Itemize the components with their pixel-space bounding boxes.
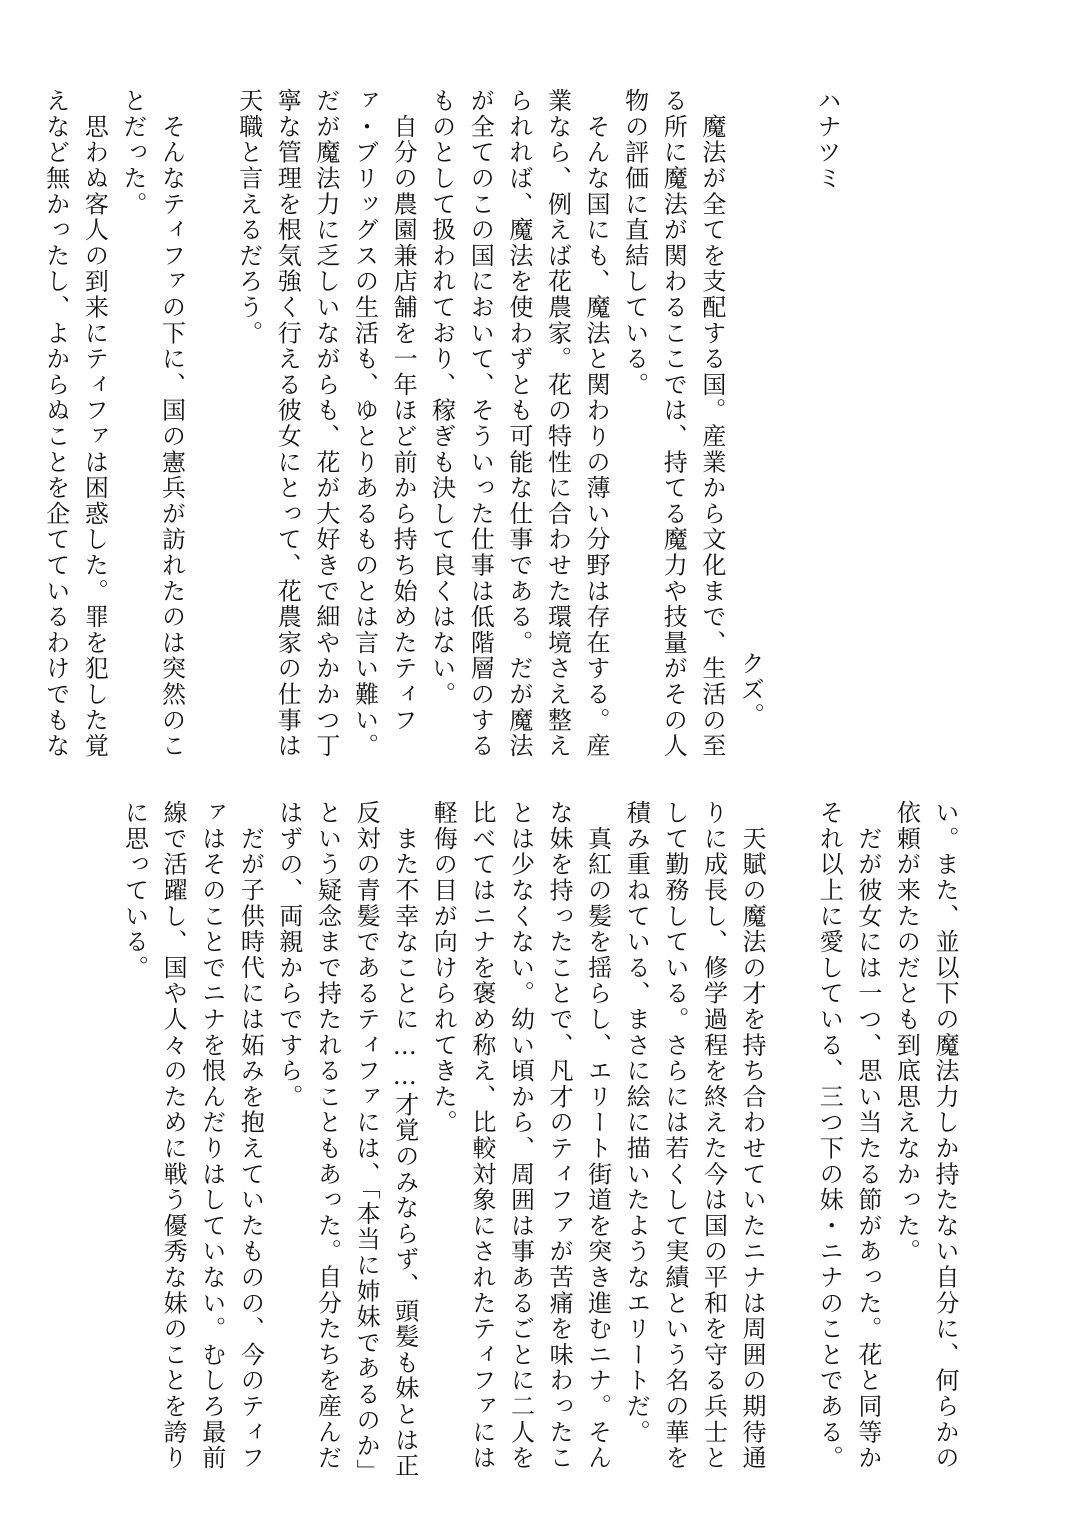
text-column: 業なら、例えば花農家。花の特性に合わせた環境さえ整え [543,88,572,759]
text-column: 軽侮の目が向けられてきた。 [429,800,458,1136]
text-column: に思っている。 [120,800,149,981]
text-column: 天職と言えるだろう。 [234,88,263,346]
text-column: だが彼女には一つ、思い当たる節があった。花と同等か [853,800,882,1471]
text-column: 依頼が来たのだとも到底思えなかった。 [892,800,921,1265]
text-column: 思わぬ客人の到来にティファは困惑した。罪を犯した覚 [80,88,109,759]
text-column: が全てのこの国において、そういった仕事は低階層のする [466,88,495,759]
text-column: ものとして扱われており、稼ぎも決して良くはない。 [427,88,456,708]
lower-text-block [115,800,964,1485]
story-title: ハナツミ [813,88,841,192]
text-column: 反対の青髪であるティファには、「本当に姉妹であるのか」 [352,800,381,1485]
text-column: 比べてはニナを褒め称え、比較対象にされたティファには [467,800,496,1471]
text-column: はずの、両親からですら。 [274,800,303,1110]
text-column: そんなティファの下に、国の憲兵が訪れたのは突然のこ [157,88,186,759]
text-column: そんな国にも、魔法と関わりの薄い分野は存在する。産 [582,88,611,759]
text-column: とだった。 [118,88,147,217]
text-column: る所に魔法が関わるここでは、持てる魔力や技量がその人 [659,88,688,759]
text-column: それ以上に愛している、三つ下の妹・ニナのことである。 [815,800,844,1471]
text-column: とは少なくない。幼い頃から、周囲は事あるごとに二人を [506,800,535,1471]
text-column: な妹を持ったことで、凡才のティファが苦痛を味わったこ [545,800,574,1471]
text-column: また不幸なことに……才覚のみならず、頭髪も妹とは正 [390,800,419,1479]
text-column: 積み重ねている、まさに絵に描いたようなエリートだ。 [622,800,651,1445]
text-column: 真紅の髪を揺らし、エリート街道を突き進むニナ。そん [583,800,612,1471]
text-column: 寧な管理を根気強く行える彼女にとって、花農家の仕事は [273,88,302,759]
author-name: クズ。 [736,650,765,728]
text-column: 天賦の魔法の才を持ち合わせていたニナは周囲の期待通 [738,800,767,1471]
text-column: えなど無かったし、よからぬことを企てているわけでもな [41,88,70,759]
upper-text-block [36,88,846,759]
text-column: い。また、並以下の魔法力しか持たない自分に、何らかの [931,800,959,1471]
text-column: 自分の農園兼店舗を一年ほど前から持ち始めたティフ [389,88,418,733]
text-column: だが魔法力に乏しいながらも、花が大好きで細やかかつ丁 [311,88,340,759]
text-column: という疑念まで持たれることもあった。自分たちを産んだ [313,800,342,1471]
text-column: だが子供時代には妬みを抱えていたものの、今のティフ [236,800,265,1471]
text-column: 線で活躍し、国や人々のために戦う優秀な妹のことを誇り [159,800,188,1471]
text-column: られれば、魔法を使わずとも可能な仕事である。だが魔法 [504,88,533,759]
text-column: 魔法が全てを支配する国。産業から文化まで、生活の至 [697,88,726,759]
text-column: りに成長し、修学過程を終えた今は国の平和を守る兵士と [699,800,728,1471]
text-column: ァはそのことでニナを恨んだりはしていない。むしろ最前 [197,800,226,1471]
text-column: ァ・ブリッグスの生活も、ゆとりあるものとは言い難い。 [350,88,379,759]
text-column: して勤務している。さらには若くして実績という名の華を [660,800,689,1471]
blank-column [191,88,230,728]
text-column: 物の評価に直結している。 [620,88,649,398]
blank-column [771,800,810,1440]
